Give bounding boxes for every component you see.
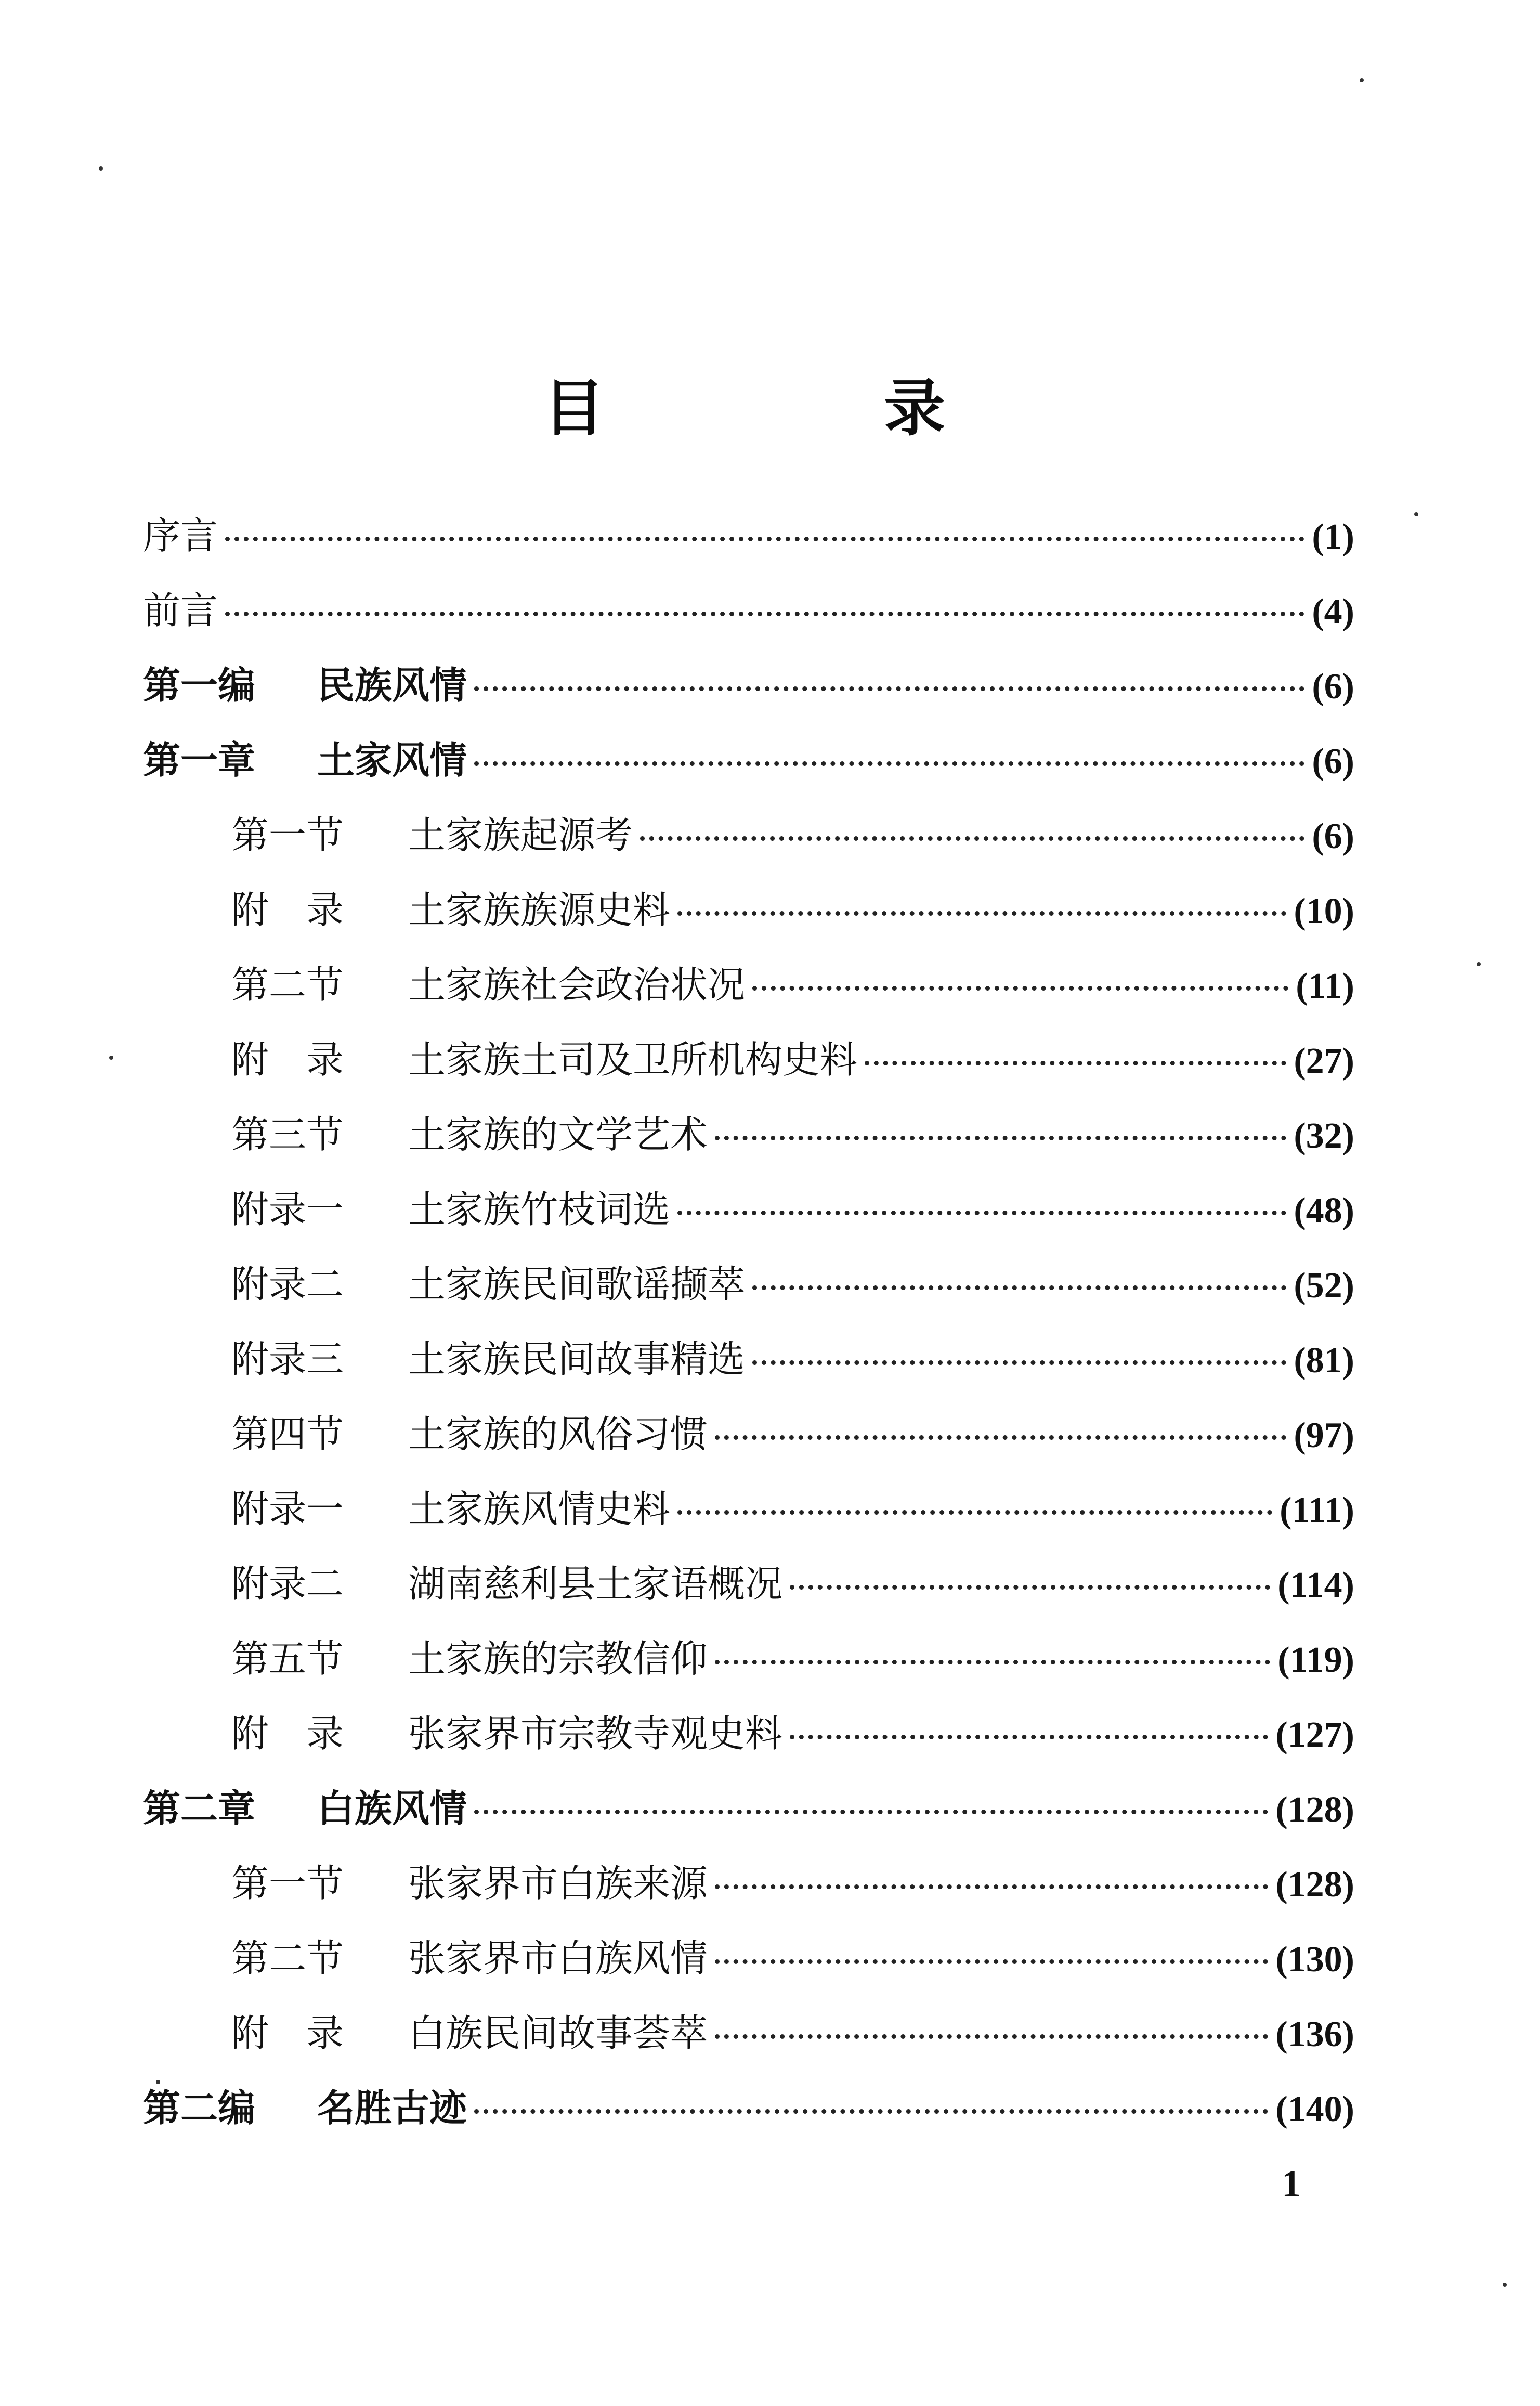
toc-entry-label: 第四节 xyxy=(231,1412,344,1456)
toc-entry-page: (52) xyxy=(1294,1266,1354,1306)
toc-entry xyxy=(231,1483,1354,1535)
toc-entry-title: 张家界市宗教寺观史料 xyxy=(408,1712,783,1755)
dot-leader xyxy=(225,612,1304,616)
dot-leader xyxy=(474,1810,1268,1814)
toc-entry-label: 附 录 xyxy=(231,888,344,932)
toc-entry-page: (6) xyxy=(1312,816,1354,856)
toc-entry-label: 第一节 xyxy=(231,1862,344,1905)
toc-entry-page: (119) xyxy=(1277,1640,1354,1680)
dot-leader xyxy=(715,1884,1268,1889)
dot-leader xyxy=(715,2034,1268,2039)
toc-entry-title: 土家族的风俗习惯 xyxy=(408,1412,708,1456)
toc-entry xyxy=(231,1708,1354,1760)
toc-entry xyxy=(143,659,1354,711)
toc-entry-page: (111) xyxy=(1280,1490,1354,1530)
toc-entry-page: (81) xyxy=(1294,1341,1354,1381)
dot-leader xyxy=(715,1435,1286,1440)
toc-entry xyxy=(231,2007,1354,2059)
toc-entry-title: 名胜古迹 xyxy=(317,2086,467,2130)
toc-entry xyxy=(143,584,1354,636)
toc-entry-page: (4) xyxy=(1312,592,1354,632)
toc-heading xyxy=(0,364,1540,452)
toc-entry-page: (128) xyxy=(1275,1865,1354,1905)
toc-entry-label: 附 录 xyxy=(231,1712,344,1755)
toc-entry-label: 附录一 xyxy=(231,1487,344,1531)
dot-leader xyxy=(752,986,1288,991)
dot-leader xyxy=(865,1061,1286,1065)
dot-leader xyxy=(715,1136,1286,1140)
toc-entry-page: (128) xyxy=(1275,1790,1354,1830)
toc-entry-title: 土家族的文学艺术 xyxy=(408,1113,708,1156)
dot-leader xyxy=(790,1585,1270,1590)
dot-leader xyxy=(790,1735,1268,1739)
toc-entry-title: 土家族的宗教信仰 xyxy=(408,1637,708,1681)
toc-entry xyxy=(143,734,1354,786)
toc-entry-page: (127) xyxy=(1275,1715,1354,1755)
toc-entry xyxy=(231,1333,1354,1385)
scan-speck xyxy=(109,1056,113,1060)
toc-entry-label: 附录一 xyxy=(231,1188,344,1231)
toc-entry xyxy=(143,2082,1354,2134)
toc-entry-title: 白族风情 xyxy=(317,1786,467,1830)
toc-entry-title: 土家族起源考 xyxy=(408,813,633,857)
toc-entry-page: (1) xyxy=(1312,517,1354,557)
toc-entry xyxy=(231,1258,1354,1310)
toc-entry-title: 土家族土司及卫所机构史料 xyxy=(408,1038,858,1082)
toc-entry-label: 第三节 xyxy=(231,1113,344,1156)
scan-speck xyxy=(1477,962,1481,966)
dot-leader xyxy=(640,836,1304,841)
toc-entry-page: (140) xyxy=(1275,2089,1354,2129)
page-number: 1 xyxy=(1282,2163,1301,2205)
scan-speck xyxy=(99,166,103,171)
toc-entry-page: (130) xyxy=(1275,1940,1354,1980)
dot-leader xyxy=(752,1360,1286,1365)
toc-entry-label: 第二章 xyxy=(143,1786,256,1830)
toc-entry-label: 附 录 xyxy=(231,1038,344,1082)
scan-speck xyxy=(1360,78,1364,82)
toc-entry-title: 序言 xyxy=(143,514,218,557)
scan-speck xyxy=(1503,2283,1507,2287)
toc-entry-title: 土家族风情史料 xyxy=(408,1487,671,1531)
dot-leader xyxy=(677,1510,1272,1515)
toc-entry-title: 白族民间故事荟萃 xyxy=(408,2011,708,2055)
toc-entry xyxy=(231,1633,1354,1685)
toc-entry-page: (48) xyxy=(1294,1191,1354,1231)
toc-entry-title: 土家族社会政治状况 xyxy=(408,963,746,1007)
toc-entry xyxy=(231,1408,1354,1460)
scan-speck xyxy=(156,2080,160,2084)
dot-leader xyxy=(474,686,1304,691)
toc-entry xyxy=(231,959,1354,1011)
toc-entry-label: 附录二 xyxy=(231,1562,344,1606)
toc-entry-title: 土家族民间故事精选 xyxy=(408,1337,746,1381)
toc-entry-title: 土家风情 xyxy=(317,738,467,782)
toc-entry-title: 土家族民间歌谣撷萃 xyxy=(408,1263,746,1306)
toc-entry-label: 第一章 xyxy=(143,738,256,782)
toc-entry-title: 张家界市白族来源 xyxy=(408,1862,708,1905)
toc-entry-label: 第二节 xyxy=(231,963,344,1007)
dot-leader xyxy=(474,761,1304,766)
toc-entry-title: 土家族族源史料 xyxy=(408,888,671,932)
toc-entry-page: (27) xyxy=(1294,1041,1354,1081)
toc-entry xyxy=(231,1932,1354,1984)
toc-entry-title: 张家界市白族风情 xyxy=(408,1936,708,1980)
toc-entry xyxy=(231,1109,1354,1161)
toc-entry-label: 附录三 xyxy=(231,1337,344,1381)
scan-speck xyxy=(1414,512,1418,516)
toc-entry-title: 民族风情 xyxy=(317,663,467,707)
toc-entry-label: 附录二 xyxy=(231,1263,344,1306)
toc-entry xyxy=(231,1034,1354,1086)
toc-entry-title: 土家族竹枝词选 xyxy=(408,1188,671,1231)
toc-entry-page: (6) xyxy=(1312,667,1354,707)
heading-char-2: 录 xyxy=(884,372,946,444)
dot-leader xyxy=(715,1959,1268,1964)
toc-entry-label: 附 录 xyxy=(231,2011,344,2055)
toc-entry xyxy=(231,884,1354,936)
toc-entry-title: 湖南慈利县土家语概况 xyxy=(408,1562,783,1606)
toc-entry-page: (11) xyxy=(1296,966,1354,1006)
toc-entry-label: 第一节 xyxy=(231,813,344,857)
toc-entry xyxy=(231,1857,1354,1909)
heading-char-1: 目 xyxy=(543,372,605,444)
dot-leader xyxy=(677,911,1286,916)
dot-leader xyxy=(715,1660,1270,1664)
toc-entry-page: (10) xyxy=(1294,891,1354,931)
toc-entry xyxy=(231,1184,1354,1235)
dot-leader xyxy=(225,537,1304,541)
toc-entry xyxy=(143,510,1354,562)
toc-entry xyxy=(143,1783,1354,1835)
toc-entry-page: (97) xyxy=(1294,1415,1354,1455)
toc-entry-page: (114) xyxy=(1277,1565,1354,1605)
toc-entry-page: (6) xyxy=(1312,742,1354,782)
dot-leader xyxy=(474,2109,1268,2114)
toc-entry-title: 前言 xyxy=(143,589,218,632)
toc-entry xyxy=(231,1558,1354,1610)
toc-entry-label: 第二编 xyxy=(143,2086,256,2130)
toc-entry xyxy=(231,809,1354,861)
toc-entry-label: 第一编 xyxy=(143,663,256,707)
toc-entry-page: (32) xyxy=(1294,1116,1354,1156)
toc-entry-page: (136) xyxy=(1275,2014,1354,2054)
dot-leader xyxy=(677,1211,1286,1215)
dot-leader xyxy=(752,1285,1286,1290)
toc-entry-label: 第二节 xyxy=(231,1936,344,1980)
toc-entry-label: 第五节 xyxy=(231,1637,344,1681)
